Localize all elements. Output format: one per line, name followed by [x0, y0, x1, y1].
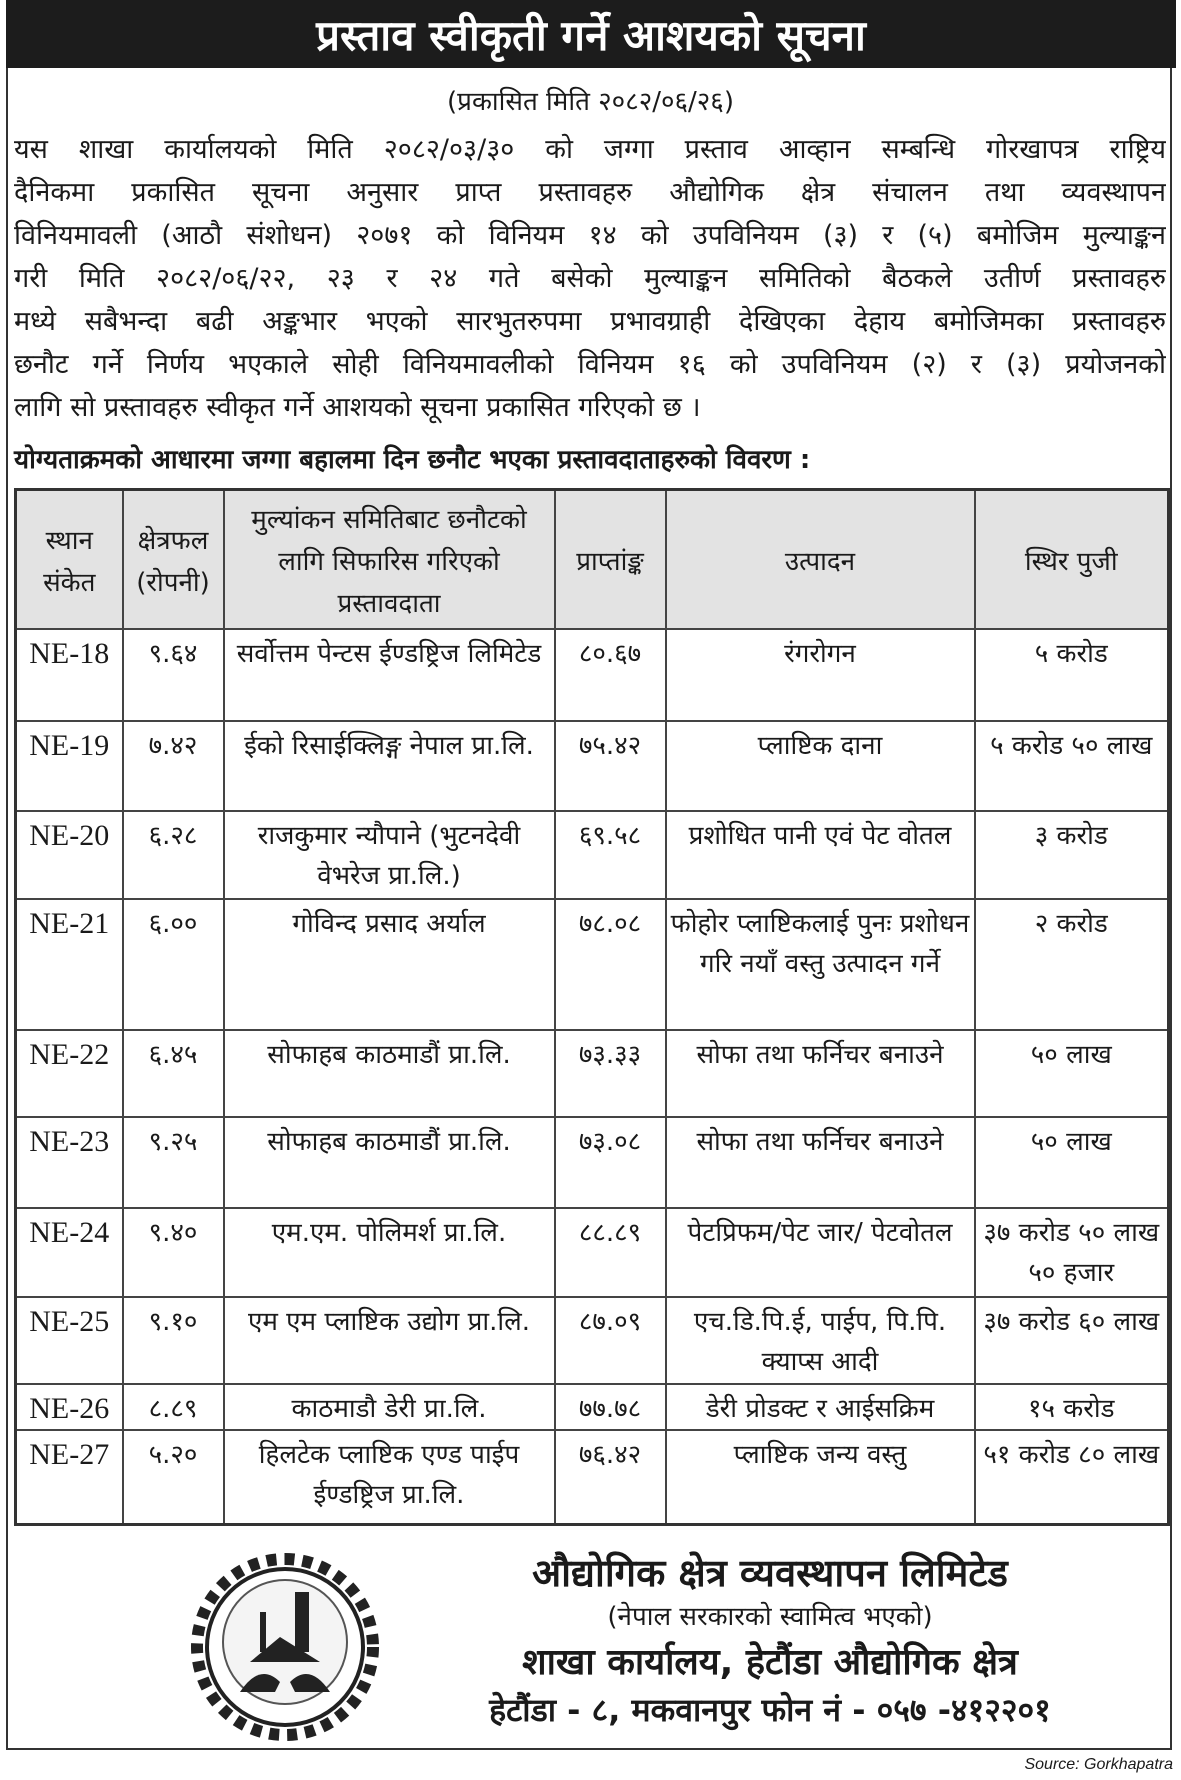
cell-capital: ३७ करोड ५० लाख ५० हजार [975, 1208, 1169, 1297]
cell-capital: ३७ करोड ६० लाख [975, 1297, 1169, 1384]
cell-product: प्रशोधित पानी एवं पेट वोतल [666, 811, 975, 899]
cell-proposer: सोफाहब काठमाडौं प्रा.लि. [224, 1117, 555, 1208]
cell-product: फोहोर प्लाष्टिकलाई पुनः प्रशोधन गरि नयाँ वस्तु उत्पादन गर्ने [666, 899, 975, 1030]
cell-score: ७३.०८ [555, 1117, 666, 1208]
cell-area: ९.१० [123, 1297, 224, 1384]
header-area: क्षेत्रफल (रोपनी) [123, 490, 224, 630]
cell-code: NE-19 [16, 721, 123, 811]
header-score: प्राप्तांङ्क [555, 490, 666, 630]
cell-proposer: सोफाहब काठमाडौं प्रा.लि. [224, 1030, 555, 1117]
cell-score: ७६.४२ [555, 1430, 666, 1524]
table-row [16, 1384, 1169, 1430]
branch-office: शाखा कार्यालय, हेटौंडा औद्योगिक क्षेत्र [522, 1642, 1018, 1683]
header-location-code: स्थान संकेत [16, 490, 123, 630]
cell-area: ८.८९ [123, 1384, 224, 1430]
cell-code: NE-18 [16, 629, 123, 721]
cell-proposer: ईको रिसाईक्लिङ्ग नेपाल प्रा.लि. [224, 721, 555, 811]
header-product: उत्पादन [666, 490, 975, 630]
cell-area: ७.४२ [123, 721, 224, 811]
table-header-row [16, 490, 1169, 630]
cell-area: ६.२८ [123, 811, 224, 899]
header-proposer: मुल्यांकन समितिबाट छनौटको लागि सिफारिस गरिएको प्रस्तावदाता [224, 490, 555, 630]
cell-code: NE-20 [16, 811, 123, 899]
body-line: दैनिकमा प्रकासित सूचना अनुसार प्राप्त प्रस्तावहरु औद्योगिक क्षेत्र संचालन तथा व्यवस्थापन [14, 177, 1166, 208]
cell-capital: ५० लाख [975, 1117, 1169, 1208]
cell-proposer: राजकुमार न्यौपाने (भुटनदेवी वेभरेज प्रा.लि.) [224, 811, 555, 899]
table-row [16, 899, 1169, 1030]
cell-code: NE-21 [16, 899, 123, 1030]
cell-proposer: सर्वोत्तम पेन्टस ईण्डष्ट्रिज लिमिटेड [224, 629, 555, 721]
cell-score: ७७.७८ [555, 1384, 666, 1430]
cell-product: प्लाष्टिक दाना [666, 721, 975, 811]
body-line: यस शाखा कार्यालयको मिति २०८२/०३/३० को जग्गा प्रस्ताव आव्हान सम्बन्धि गोरखापत्र राष्ट्रिय [14, 134, 1166, 165]
cell-area: ६.४५ [123, 1030, 224, 1117]
cell-area: ५.२० [123, 1430, 224, 1524]
body-line: विनियमावली (आठौ संशोधन) २०७१ को विनियम १४ को उपविनियम (३) र (५) बमोजिम मुल्याङ्कन [14, 220, 1166, 251]
cell-code: NE-22 [16, 1030, 123, 1117]
cell-code: NE-24 [16, 1208, 123, 1297]
cell-capital: १५ करोड [975, 1384, 1169, 1430]
address-phone: हेटौंडा - ८, मकवानपुर फोन नं - ०५७ -४१२२०१ [489, 1691, 1051, 1729]
cell-capital: ५१ करोड ८० लाख [975, 1430, 1169, 1524]
table-row [16, 629, 1169, 721]
cell-product: पेटप्रिफम/पेट जार/ पेटवोतल [666, 1208, 975, 1297]
cell-product: प्लाष्टिक जन्य वस्तु [666, 1430, 975, 1524]
cell-capital: २ करोड [975, 899, 1169, 1030]
cell-capital: ५० लाख [975, 1030, 1169, 1117]
notice-title: प्रस्ताव स्वीकृती गर्ने आशयको सूचना [6, 0, 1176, 68]
body-line: मध्ये सबैभन्दा बढी अङ्कभार भएको सारभुतरुपमा प्रभावग्राही देखिएका देहाय बमोजिमका प्रस्तावहरु [14, 306, 1166, 337]
table-row [16, 721, 1169, 811]
cell-area: ६.०० [123, 899, 224, 1030]
cell-score: ७८.०८ [555, 899, 666, 1030]
cell-product: एच.डि.पि.ई, पाईप, पि.पि. क्याप्स आदी [666, 1297, 975, 1384]
published-date: (प्रकासित मिति २०८२/०६/२६) [447, 87, 734, 117]
table-row [16, 811, 1169, 899]
cell-area: ९.२५ [123, 1117, 224, 1208]
cell-product: सोफा तथा फर्निचर बनाउने [666, 1117, 975, 1208]
table-row [16, 1117, 1169, 1208]
cell-area: ९.६४ [123, 629, 224, 721]
cell-proposer: गोविन्द प्रसाद अर्याल [224, 899, 555, 1030]
cell-capital: ३ करोड [975, 811, 1169, 899]
cell-capital: ५ करोड ५० लाख [975, 721, 1169, 811]
cell-score: ८७.०९ [555, 1297, 666, 1384]
table-row [16, 1430, 1169, 1524]
body-line: लागि सो प्रस्तावहरु स्वीकृत गर्ने आशयको सूचना प्रकासित गरिएको छ । [14, 392, 701, 423]
ownership-note: (नेपाल सरकारको स्वामित्व भएको) [607, 1602, 933, 1632]
cell-score: ६९.५८ [555, 811, 666, 899]
cell-proposer: हिलटेक प्लाष्टिक एण्ड पाईप ईण्डष्ट्रिज प्रा.लि. [224, 1430, 555, 1524]
cell-proposer: एम.एम. पोलिमर्श प्रा.लि. [224, 1208, 555, 1297]
cell-score: ७३.३३ [555, 1030, 666, 1117]
cell-score: ८८.८९ [555, 1208, 666, 1297]
cell-code: NE-27 [16, 1430, 123, 1524]
cell-score: ८०.६७ [555, 629, 666, 721]
header-capital: स्थिर पुजी [975, 490, 1169, 630]
cell-capital: ५ करोड [975, 629, 1169, 721]
cell-proposer: काठमाडौ डेरी प्रा.लि. [224, 1384, 555, 1430]
body-line: गरी मिति २०८२/०६/२२, २३ र २४ गते बसेको मुल्याङ्कन समितिको बैठकले उतीर्ण प्रस्तावहरु [14, 263, 1166, 294]
cell-product: डेरी प्रोडक्ट र आईसक्रिम [666, 1384, 975, 1430]
cell-area: ९.४० [123, 1208, 224, 1297]
table-row [16, 1030, 1169, 1117]
cell-code: NE-26 [16, 1384, 123, 1430]
table-row [16, 1297, 1169, 1384]
cell-proposer: एम एम प्लाष्टिक उद्योग प्रा.लि. [224, 1297, 555, 1384]
table-row [16, 1208, 1169, 1297]
company-logo [190, 1552, 380, 1742]
cell-code: NE-23 [16, 1117, 123, 1208]
proposers-table [14, 488, 1170, 1526]
cell-score: ७५.४२ [555, 721, 666, 811]
cell-product: रंगरोगन [666, 629, 975, 721]
notice-body [14, 128, 1166, 429]
org-name: औद्योगिक क्षेत्र व्यवस्थापन लिमिटेड [532, 1551, 1008, 1595]
cell-product: सोफा तथा फर्निचर बनाउने [666, 1030, 975, 1117]
body-line: छनौट गर्ने निर्णय भएकाले सोही विनियमावलीको विनियम १६ को उपविनियम (२) र (३) प्रयोजनको [14, 349, 1166, 380]
table-subheading: योग्यताक्रमको आधारमा जग्गा बहालमा दिन छनौट भएका प्रस्तावदाताहरुको विवरण : [14, 445, 811, 475]
cell-code: NE-25 [16, 1297, 123, 1384]
source-credit: Source: Gorkhapatra [1024, 1756, 1173, 1773]
